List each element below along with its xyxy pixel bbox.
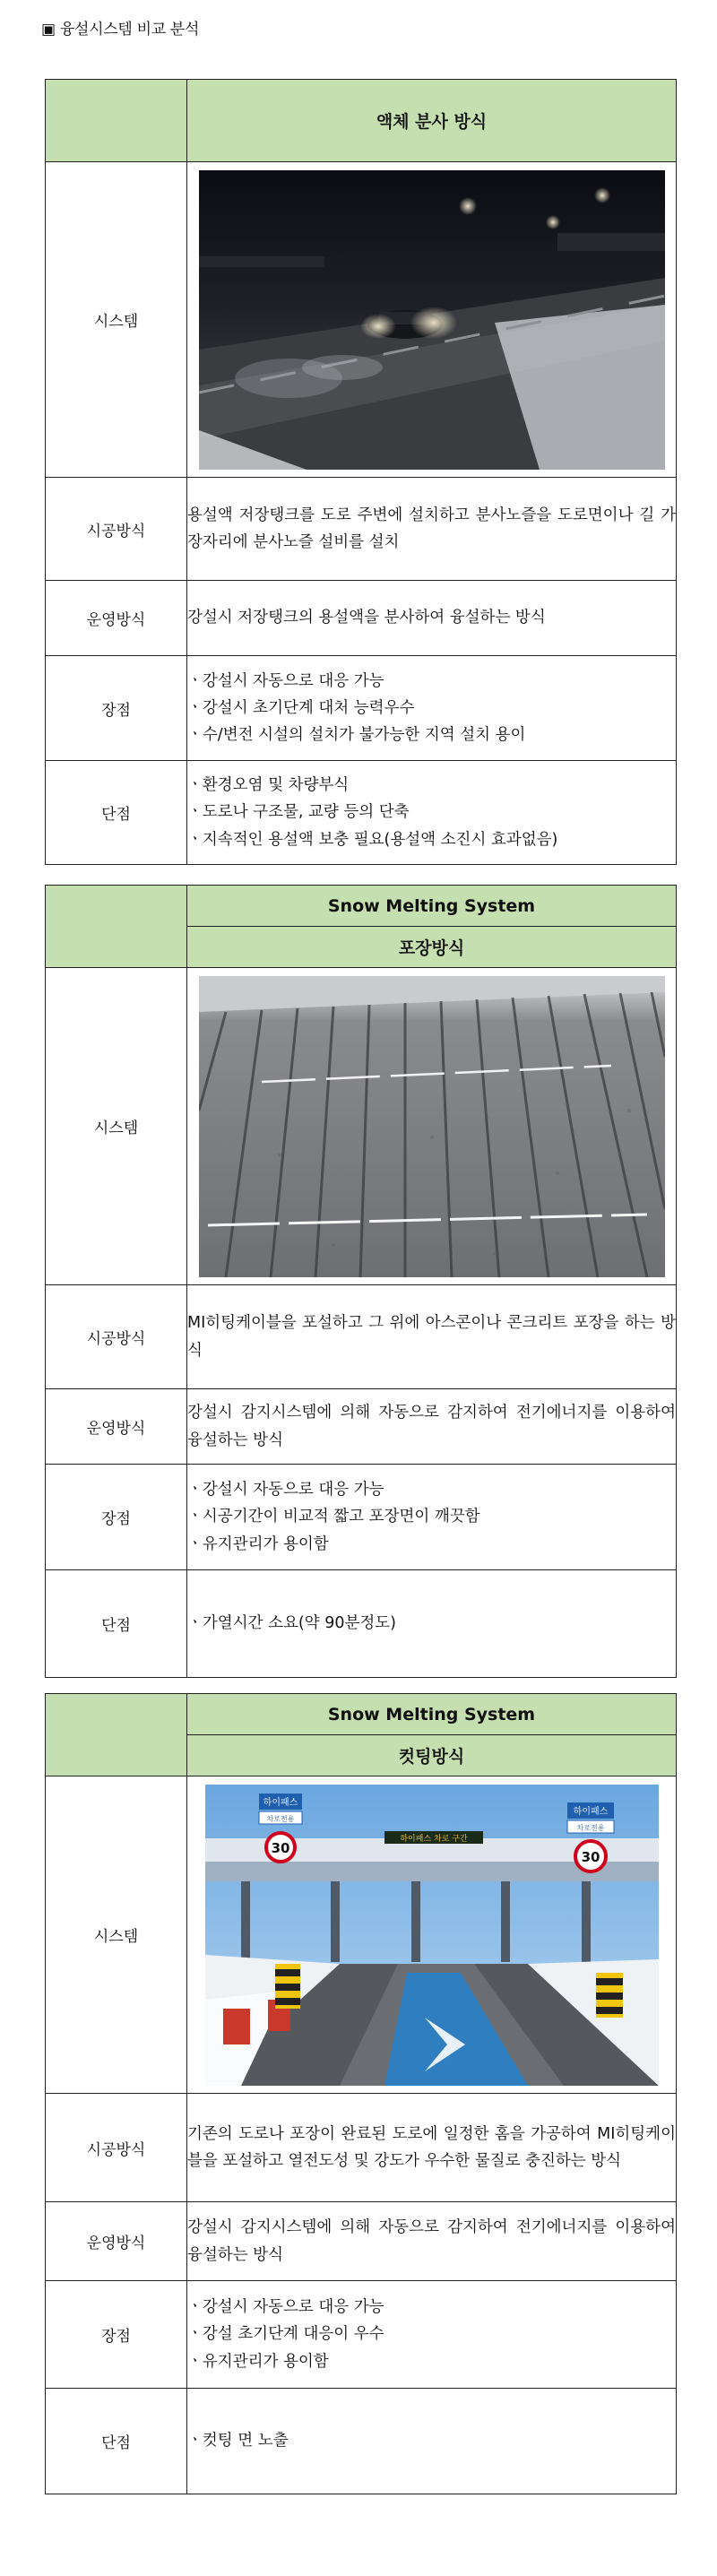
row-label-operation: 운영방식	[46, 581, 187, 656]
comparison-table-liquid-spray	[45, 79, 677, 865]
construction-text: 기존의 도로나 포장이 완료된 도로에 일정한 홈을 가공하여 MI히팅케이블을 포설하고 열전도성 및 강도가 우수한 물질로 충진하는 방식	[187, 2094, 677, 2202]
row-label-system: 시스템	[46, 162, 187, 478]
operation-text: 강설시 감지시스템에 의해 자동으로 감지하여 전기에너지를 이용하여 융설하는 방식	[187, 1389, 677, 1465]
pros-item: ㆍ강설시 자동으로 대응 가능	[187, 2298, 384, 2317]
pavement-system-photo	[199, 976, 665, 1277]
header-blank-cell	[46, 80, 187, 162]
cons-item: ㆍ가열시간 소요(약 90분정도)	[187, 1614, 397, 1633]
system-title: Snow Melting System	[187, 886, 677, 927]
pros-item: ㆍ수/변전 시설의 설치가 불가능한 지역 설치 용이	[187, 726, 526, 745]
row-label-operation: 운영방식	[46, 2202, 187, 2281]
cutting-system-photo	[205, 1785, 659, 2086]
row-label-pros: 장점	[46, 1465, 187, 1570]
system-photo-cell	[187, 1776, 677, 2094]
row-label-operation: 운영방식	[46, 1389, 187, 1465]
system-photo-cell	[187, 162, 677, 478]
speed-limit-right: 30	[581, 1848, 600, 1865]
row-label-cons: 단점	[46, 2389, 187, 2494]
cons-item: ㆍ환경오염 및 차량부식	[187, 776, 350, 795]
system-title: Snow Melting System	[187, 1694, 677, 1735]
sign-sub-left: 차로전용	[266, 1814, 294, 1823]
row-label-cons: 단점	[46, 1570, 187, 1678]
pros-item: ㆍ강설시 자동으로 대응 가능	[187, 1481, 384, 1500]
pros-item: ㆍ강설시 자동으로 대응 가능	[187, 671, 384, 690]
cons-item: ㆍ지속적인 용설액 보충 필요(용설액 소진시 효과없음)	[187, 830, 558, 849]
pros-cell	[187, 2281, 677, 2389]
method-heading: 액체 분사 방식	[187, 80, 677, 162]
sign-hipass-right: 하이패스	[573, 1806, 608, 1817]
row-label-system: 시스템	[46, 968, 187, 1285]
comparison-table-cutting	[45, 1693, 677, 2494]
header-blank-cell	[46, 886, 187, 968]
spray-system-photo	[199, 170, 665, 470]
pros-cell	[187, 656, 677, 761]
construction-text: 용설액 저장탱크를 도로 주변에 설치하고 분사노즐을 도로면이나 길 가장자리에 분사노즐 설비를 설치	[187, 478, 677, 581]
pros-item: ㆍ강설시 초기단계 대처 능력우수	[187, 698, 415, 717]
comparison-table-pavement	[45, 885, 677, 1678]
toll-board-text: 하이패스 차로 구간	[399, 1834, 468, 1844]
cons-cell	[187, 2389, 677, 2494]
cons-cell	[187, 1570, 677, 1678]
method-heading: 포장방식	[187, 927, 677, 968]
row-label-construction: 시공방식	[46, 2094, 187, 2202]
sign-sub-right: 차로전용	[576, 1823, 604, 1832]
pros-item: ㆍ유지관리가 용이함	[187, 1534, 329, 1553]
cons-item: ㆍ도로나 구조물, 교량 등의 단축	[187, 803, 410, 822]
page-title: ▣ 융설시스템 비교 분석	[41, 21, 200, 39]
operation-text: 강설시 저장탱크의 용설액을 분사하여 융설하는 방식	[187, 581, 677, 656]
row-label-cons: 단점	[46, 761, 187, 865]
row-label-construction: 시공방식	[46, 1285, 187, 1389]
row-label-construction: 시공방식	[46, 478, 187, 581]
header-blank-cell	[46, 1694, 187, 1776]
pros-cell	[187, 1465, 677, 1570]
pros-item: ㆍ시공기간이 비교적 짧고 포장면이 깨끗함	[187, 1508, 480, 1526]
row-label-pros: 장점	[46, 656, 187, 761]
row-label-system: 시스템	[46, 1776, 187, 2094]
cons-item: ㆍ컷팅 면 노출	[187, 2432, 289, 2451]
speed-limit-left: 30	[271, 1839, 289, 1856]
row-label-pros: 장점	[46, 2281, 187, 2389]
construction-text: MI히팅케이블을 포설하고 그 위에 아스콘이나 콘크리트 포장을 하는 방식	[187, 1285, 677, 1389]
cons-cell	[187, 761, 677, 865]
operation-text: 강설시 감지시스템에 의해 자동으로 감지하여 전기에너지를 이용하여 융설하는 방식	[187, 2202, 677, 2281]
method-heading: 컷팅방식	[187, 1735, 677, 1776]
pros-item: ㆍ강설 초기단계 대응이 우수	[187, 2325, 384, 2344]
pros-item: ㆍ유지관리가 용이함	[187, 2352, 329, 2371]
system-photo-cell	[187, 968, 677, 1285]
sign-hipass-left: 하이패스	[263, 1797, 298, 1808]
